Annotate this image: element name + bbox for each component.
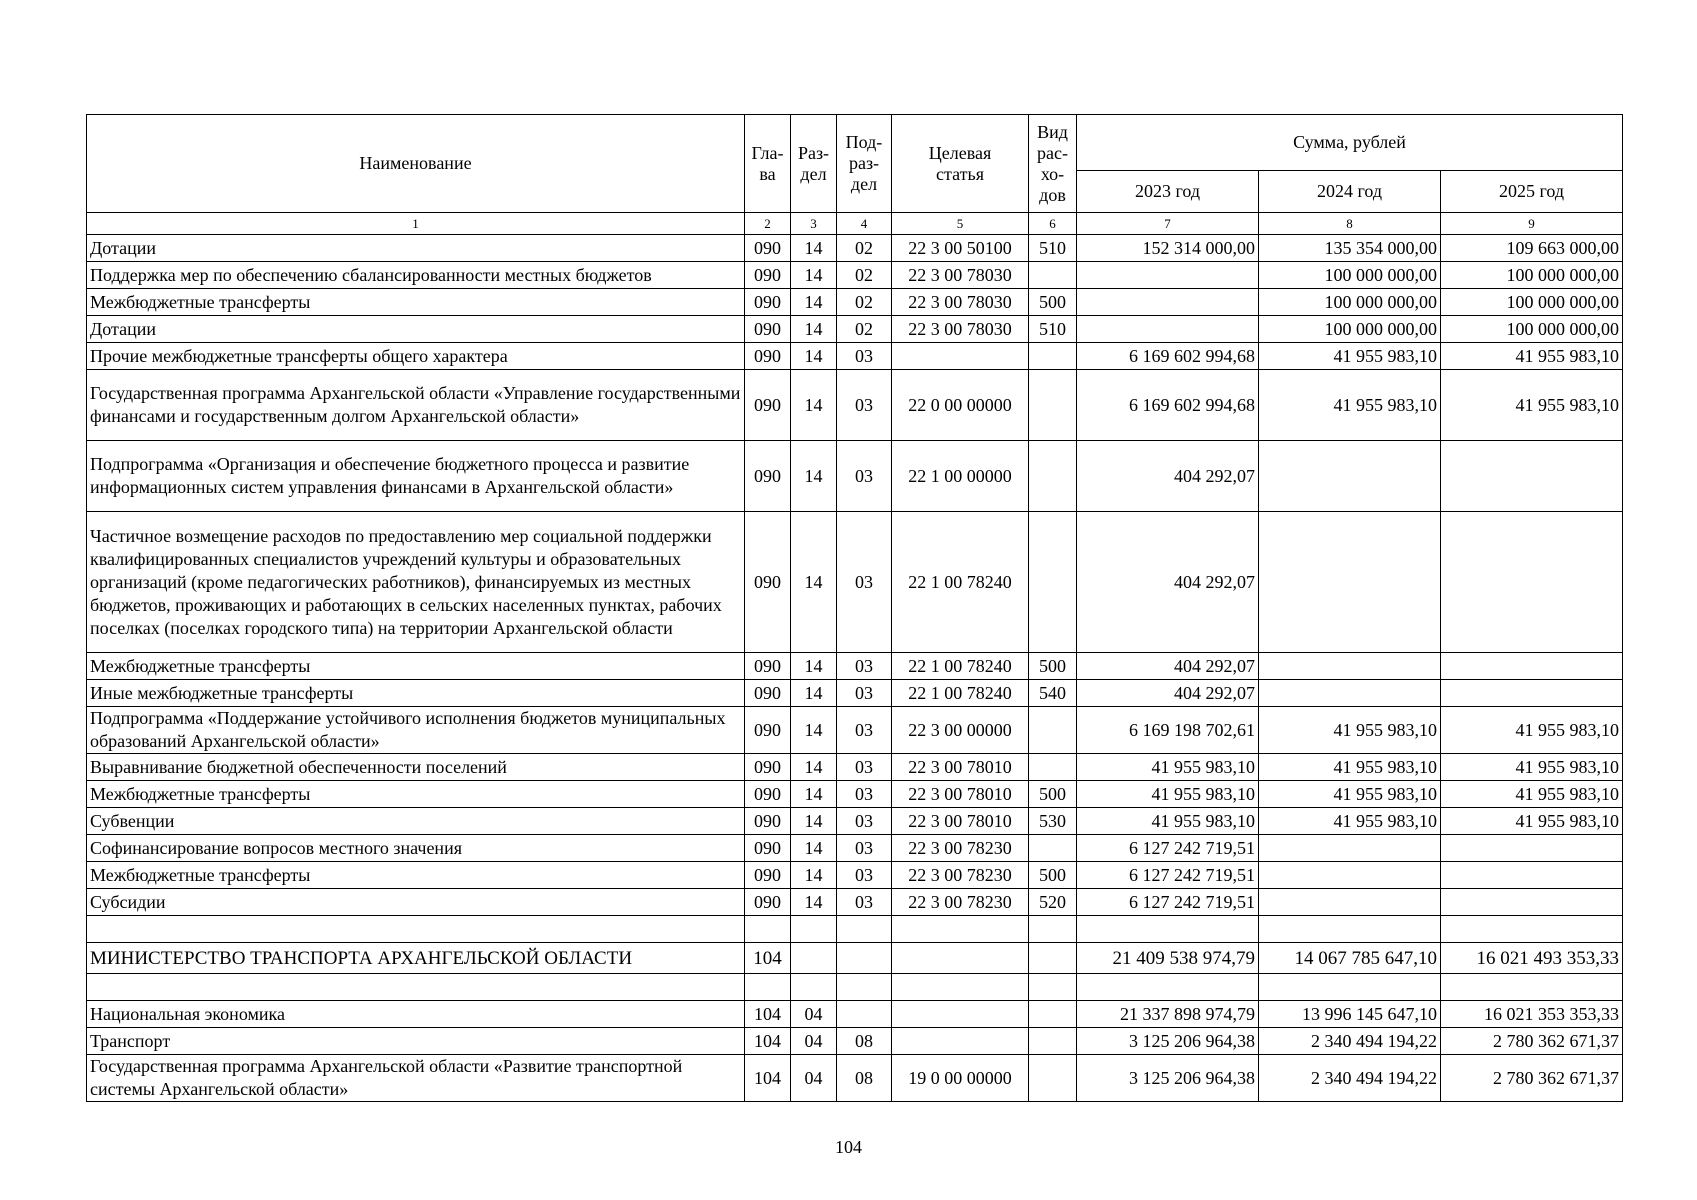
row-chapter: 090 (745, 835, 791, 862)
row-subsection: 03 (837, 808, 892, 835)
row-chapter: 104 (745, 943, 791, 974)
row-expense-type (1029, 974, 1077, 1001)
row-chapter: 090 (745, 343, 791, 370)
row-expense-type (1029, 1001, 1077, 1028)
row-target-article: 22 3 00 78030 (892, 316, 1029, 343)
row-sum-2023: 21 409 538 974,79 (1077, 943, 1259, 974)
row-sum-2023: 41 955 983,10 (1077, 754, 1259, 781)
row-sum-2023: 152 314 000,00 (1077, 235, 1259, 262)
header-section: Раз- дел (791, 115, 837, 213)
row-subsection (837, 916, 892, 943)
row-expense-type: 530 (1029, 808, 1077, 835)
row-target-article: 19 0 00 00000 (892, 1055, 1029, 1102)
row-name (87, 974, 745, 1001)
row-subsection: 03 (837, 889, 892, 916)
row-sum-2023: 3 125 206 964,38 (1077, 1055, 1259, 1102)
row-sum-2024: 100 000 000,00 (1259, 316, 1441, 343)
row-name: Поддержка мер по обеспечению сбалансированности местных бюджетов (87, 262, 745, 289)
row-chapter: 090 (745, 316, 791, 343)
row-expense-type: 540 (1029, 680, 1077, 707)
row-section: 14 (791, 512, 837, 653)
row-name: Частичное возмещение расходов по предоставлению мер социальной поддержки квалифицированных специалистов учреждений культуры и образовательных организаций (кроме педагогических работников), финансируемых из местных бюджетов, проживающих и работающих в сельских населенных пунктах, рабочих поселках (поселках городского типа) на территории Архангельской области (87, 512, 745, 653)
row-section: 14 (791, 781, 837, 808)
row-sum-2025 (1441, 974, 1623, 1001)
header-year-2023: 2023 год (1077, 171, 1259, 213)
table-row (87, 1001, 1623, 1028)
row-subsection (837, 974, 892, 1001)
row-expense-type: 500 (1029, 653, 1077, 680)
row-section: 14 (791, 808, 837, 835)
row-section: 14 (791, 316, 837, 343)
row-sum-2023 (1077, 289, 1259, 316)
table-row (87, 781, 1623, 808)
row-sum-2025: 41 955 983,10 (1441, 707, 1623, 754)
row-target-article: 22 3 00 78010 (892, 754, 1029, 781)
row-section: 14 (791, 835, 837, 862)
row-name: Софинансирование вопросов местного значения (87, 835, 745, 862)
row-section: 14 (791, 862, 837, 889)
row-chapter: 090 (745, 235, 791, 262)
row-name: Дотации (87, 316, 745, 343)
row-sum-2025: 100 000 000,00 (1441, 289, 1623, 316)
row-name: Прочие межбюджетные трансферты общего характера (87, 343, 745, 370)
table-row (87, 343, 1623, 370)
row-expense-type: 510 (1029, 316, 1077, 343)
row-sum-2024 (1259, 680, 1441, 707)
row-target-article (892, 916, 1029, 943)
row-sum-2024 (1259, 835, 1441, 862)
row-chapter: 090 (745, 653, 791, 680)
row-subsection: 03 (837, 441, 892, 512)
column-number: 5 (892, 213, 1029, 235)
row-subsection (837, 943, 892, 974)
row-sum-2025: 41 955 983,10 (1441, 343, 1623, 370)
table-row (87, 370, 1623, 441)
row-section (791, 943, 837, 974)
row-section: 14 (791, 707, 837, 754)
row-target-article: 22 3 00 78030 (892, 262, 1029, 289)
table-row (87, 1055, 1623, 1102)
row-section: 04 (791, 1028, 837, 1055)
table-row (87, 289, 1623, 316)
row-target-article: 22 1 00 78240 (892, 653, 1029, 680)
table-body (87, 235, 1623, 1102)
table-row (87, 235, 1623, 262)
row-sum-2023 (1077, 916, 1259, 943)
table-row (87, 441, 1623, 512)
row-name: Межбюджетные трансферты (87, 862, 745, 889)
row-chapter: 090 (745, 680, 791, 707)
row-expense-type (1029, 754, 1077, 781)
row-target-article: 22 3 00 78010 (892, 781, 1029, 808)
table-row (87, 1028, 1623, 1055)
row-expense-type (1029, 370, 1077, 441)
table-row (87, 512, 1623, 653)
header-expense-type: Вид рас- хо- дов (1029, 115, 1077, 213)
table-row (87, 707, 1623, 754)
row-sum-2024 (1259, 974, 1441, 1001)
row-section: 14 (791, 441, 837, 512)
row-sum-2025: 2 780 362 671,37 (1441, 1055, 1623, 1102)
row-name: Государственная программа Архангельской области «Управление государственными финансами и государственным долгом Архангельской области» (87, 370, 745, 441)
row-sum-2023: 6 127 242 719,51 (1077, 889, 1259, 916)
row-name: МИНИСТЕРСТВО ТРАНСПОРТА АРХАНГЕЛЬСКОЙ ОБЛАСТИ (87, 943, 745, 974)
row-sum-2024 (1259, 512, 1441, 653)
row-sum-2025: 41 955 983,10 (1441, 808, 1623, 835)
row-chapter: 090 (745, 781, 791, 808)
row-sum-2023 (1077, 316, 1259, 343)
row-target-article (892, 343, 1029, 370)
row-sum-2025: 100 000 000,00 (1441, 262, 1623, 289)
row-sum-2023: 6 127 242 719,51 (1077, 862, 1259, 889)
row-expense-type (1029, 916, 1077, 943)
row-sum-2025: 41 955 983,10 (1441, 781, 1623, 808)
row-expense-type (1029, 262, 1077, 289)
table-row (87, 808, 1623, 835)
row-sum-2024: 100 000 000,00 (1259, 262, 1441, 289)
row-sum-2023: 404 292,07 (1077, 512, 1259, 653)
row-subsection: 03 (837, 512, 892, 653)
row-subsection: 02 (837, 289, 892, 316)
row-target-article (892, 943, 1029, 974)
row-subsection: 03 (837, 707, 892, 754)
row-subsection: 03 (837, 653, 892, 680)
row-chapter: 104 (745, 1001, 791, 1028)
row-sum-2023: 6 169 602 994,68 (1077, 370, 1259, 441)
row-name: Национальная экономика (87, 1001, 745, 1028)
column-number: 9 (1441, 213, 1623, 235)
row-name: Межбюджетные трансферты (87, 289, 745, 316)
row-subsection (837, 1001, 892, 1028)
column-number-row (87, 213, 1623, 235)
row-sum-2024: 41 955 983,10 (1259, 370, 1441, 441)
row-sum-2025: 109 663 000,00 (1441, 235, 1623, 262)
table-row (87, 316, 1623, 343)
table-row (87, 653, 1623, 680)
row-sum-2023: 41 955 983,10 (1077, 808, 1259, 835)
row-expense-type (1029, 943, 1077, 974)
row-section: 14 (791, 680, 837, 707)
row-sum-2024: 41 955 983,10 (1259, 781, 1441, 808)
column-number: 7 (1077, 213, 1259, 235)
row-name: Выравнивание бюджетной обеспеченности поселений (87, 754, 745, 781)
row-sum-2023: 6 169 198 702,61 (1077, 707, 1259, 754)
row-section: 14 (791, 889, 837, 916)
row-sum-2023: 21 337 898 974,79 (1077, 1001, 1259, 1028)
row-expense-type (1029, 1028, 1077, 1055)
row-name: Подпрограмма «Поддержание устойчивого исполнения бюджетов муниципальных образований Архангельской области» (87, 707, 745, 754)
page-number: 104 (835, 1137, 862, 1157)
row-sum-2024: 41 955 983,10 (1259, 808, 1441, 835)
table-row (87, 262, 1623, 289)
row-sum-2024 (1259, 862, 1441, 889)
row-section: 14 (791, 653, 837, 680)
row-sum-2024: 135 354 000,00 (1259, 235, 1441, 262)
row-subsection: 03 (837, 343, 892, 370)
header-year-2024: 2024 год (1259, 171, 1441, 213)
row-sum-2025 (1441, 512, 1623, 653)
row-subsection: 02 (837, 316, 892, 343)
row-sum-2024: 13 996 145 647,10 (1259, 1001, 1441, 1028)
row-sum-2024: 2 340 494 194,22 (1259, 1028, 1441, 1055)
row-sum-2025: 41 955 983,10 (1441, 754, 1623, 781)
row-sum-2024: 2 340 494 194,22 (1259, 1055, 1441, 1102)
row-target-article: 22 3 00 78030 (892, 289, 1029, 316)
row-sum-2025: 41 955 983,10 (1441, 370, 1623, 441)
column-number: 2 (745, 213, 791, 235)
row-chapter: 090 (745, 512, 791, 653)
row-sum-2023: 404 292,07 (1077, 680, 1259, 707)
row-section: 14 (791, 262, 837, 289)
row-sum-2025: 16 021 493 353,33 (1441, 943, 1623, 974)
column-number: 8 (1259, 213, 1441, 235)
row-name: Дотации (87, 235, 745, 262)
table-row (87, 889, 1623, 916)
column-number: 6 (1029, 213, 1077, 235)
row-sum-2025 (1441, 653, 1623, 680)
row-section: 04 (791, 1055, 837, 1102)
row-section: 14 (791, 370, 837, 441)
row-chapter: 090 (745, 862, 791, 889)
row-section: 14 (791, 289, 837, 316)
column-number: 1 (87, 213, 745, 235)
row-target-article: 22 1 00 00000 (892, 441, 1029, 512)
row-section: 14 (791, 235, 837, 262)
header-name: Наименование (87, 115, 745, 213)
row-expense-type: 520 (1029, 889, 1077, 916)
row-sum-2025: 2 780 362 671,37 (1441, 1028, 1623, 1055)
row-sum-2025 (1441, 680, 1623, 707)
row-chapter: 090 (745, 441, 791, 512)
row-sum-2024 (1259, 889, 1441, 916)
row-expense-type: 500 (1029, 289, 1077, 316)
row-target-article: 22 1 00 78240 (892, 680, 1029, 707)
row-sum-2024: 100 000 000,00 (1259, 289, 1441, 316)
row-subsection: 03 (837, 781, 892, 808)
row-name: Государственная программа Архангельской области «Развитие транспортной системы Архангельской области» (87, 1055, 745, 1102)
row-name: Межбюджетные трансферты (87, 781, 745, 808)
row-sum-2023 (1077, 262, 1259, 289)
row-name: Субсидии (87, 889, 745, 916)
row-sum-2024: 41 955 983,10 (1259, 343, 1441, 370)
row-expense-type (1029, 707, 1077, 754)
row-sum-2023: 404 292,07 (1077, 441, 1259, 512)
row-subsection: 03 (837, 862, 892, 889)
row-sum-2024 (1259, 916, 1441, 943)
row-sum-2023 (1077, 974, 1259, 1001)
row-sum-2024: 41 955 983,10 (1259, 754, 1441, 781)
row-name: Подпрограмма «Организация и обеспечение бюджетного процесса и развитие информационных систем управления финансами в Архангельской области» (87, 441, 745, 512)
row-chapter: 090 (745, 262, 791, 289)
row-chapter: 090 (745, 808, 791, 835)
budget-table (86, 114, 1623, 1102)
row-subsection: 03 (837, 835, 892, 862)
row-sum-2025: 100 000 000,00 (1441, 316, 1623, 343)
row-subsection: 03 (837, 680, 892, 707)
row-target-article: 22 3 00 00000 (892, 707, 1029, 754)
row-name: Межбюджетные трансферты (87, 653, 745, 680)
row-expense-type (1029, 835, 1077, 862)
row-chapter: 090 (745, 370, 791, 441)
row-target-article: 22 3 00 78010 (892, 808, 1029, 835)
table-row (87, 943, 1623, 974)
header-chapter: Гла- ва (745, 115, 791, 213)
row-subsection: 03 (837, 370, 892, 441)
row-target-article: 22 3 00 78230 (892, 862, 1029, 889)
table-row (87, 974, 1623, 1001)
table-row (87, 680, 1623, 707)
row-sum-2024: 14 067 785 647,10 (1259, 943, 1441, 974)
row-expense-type: 500 (1029, 781, 1077, 808)
row-target-article: 22 3 00 50100 (892, 235, 1029, 262)
row-chapter (745, 916, 791, 943)
row-chapter: 090 (745, 289, 791, 316)
row-chapter: 104 (745, 1028, 791, 1055)
row-subsection: 02 (837, 262, 892, 289)
row-sum-2023: 404 292,07 (1077, 653, 1259, 680)
row-chapter: 104 (745, 1055, 791, 1102)
row-section (791, 974, 837, 1001)
column-number: 4 (837, 213, 892, 235)
row-sum-2023: 6 127 242 719,51 (1077, 835, 1259, 862)
header-year-2025: 2025 год (1441, 171, 1623, 213)
row-name: Иные межбюджетные трансферты (87, 680, 745, 707)
row-section: 14 (791, 754, 837, 781)
row-sum-2024: 41 955 983,10 (1259, 707, 1441, 754)
row-expense-type (1029, 512, 1077, 653)
row-sum-2024 (1259, 653, 1441, 680)
table-row (87, 916, 1623, 943)
column-number: 3 (791, 213, 837, 235)
row-name: Транспорт (87, 1028, 745, 1055)
row-sum-2025 (1441, 916, 1623, 943)
row-sum-2025: 16 021 353 353,33 (1441, 1001, 1623, 1028)
row-subsection: 08 (837, 1028, 892, 1055)
header-target-article: Целевая статья (892, 115, 1029, 213)
row-sum-2025 (1441, 441, 1623, 512)
row-sum-2025 (1441, 862, 1623, 889)
row-chapter: 090 (745, 889, 791, 916)
table-row (87, 754, 1623, 781)
row-target-article: 22 3 00 78230 (892, 835, 1029, 862)
row-sum-2023: 41 955 983,10 (1077, 781, 1259, 808)
table-row (87, 835, 1623, 862)
row-subsection: 08 (837, 1055, 892, 1102)
row-target-article: 22 3 00 78230 (892, 889, 1029, 916)
row-section: 04 (791, 1001, 837, 1028)
row-target-article (892, 1028, 1029, 1055)
row-expense-type (1029, 343, 1077, 370)
header-subsection: Под- раз- дел (837, 115, 892, 213)
row-chapter: 090 (745, 754, 791, 781)
row-sum-2023: 6 169 602 994,68 (1077, 343, 1259, 370)
header-sum: Сумма, рублей (1077, 115, 1623, 171)
row-section (791, 916, 837, 943)
row-target-article: 22 0 00 00000 (892, 370, 1029, 441)
row-sum-2025 (1441, 835, 1623, 862)
row-name: Субвенции (87, 808, 745, 835)
row-subsection: 03 (837, 754, 892, 781)
row-expense-type (1029, 441, 1077, 512)
row-expense-type (1029, 1055, 1077, 1102)
row-sum-2025 (1441, 889, 1623, 916)
row-sum-2024 (1259, 441, 1441, 512)
row-subsection: 02 (837, 235, 892, 262)
row-chapter (745, 974, 791, 1001)
row-chapter: 090 (745, 707, 791, 754)
row-section: 14 (791, 343, 837, 370)
table-row (87, 862, 1623, 889)
row-expense-type: 510 (1029, 235, 1077, 262)
row-target-article (892, 974, 1029, 1001)
row-target-article (892, 1001, 1029, 1028)
row-sum-2023: 3 125 206 964,38 (1077, 1028, 1259, 1055)
row-name (87, 916, 745, 943)
row-target-article: 22 1 00 78240 (892, 512, 1029, 653)
row-expense-type: 500 (1029, 862, 1077, 889)
